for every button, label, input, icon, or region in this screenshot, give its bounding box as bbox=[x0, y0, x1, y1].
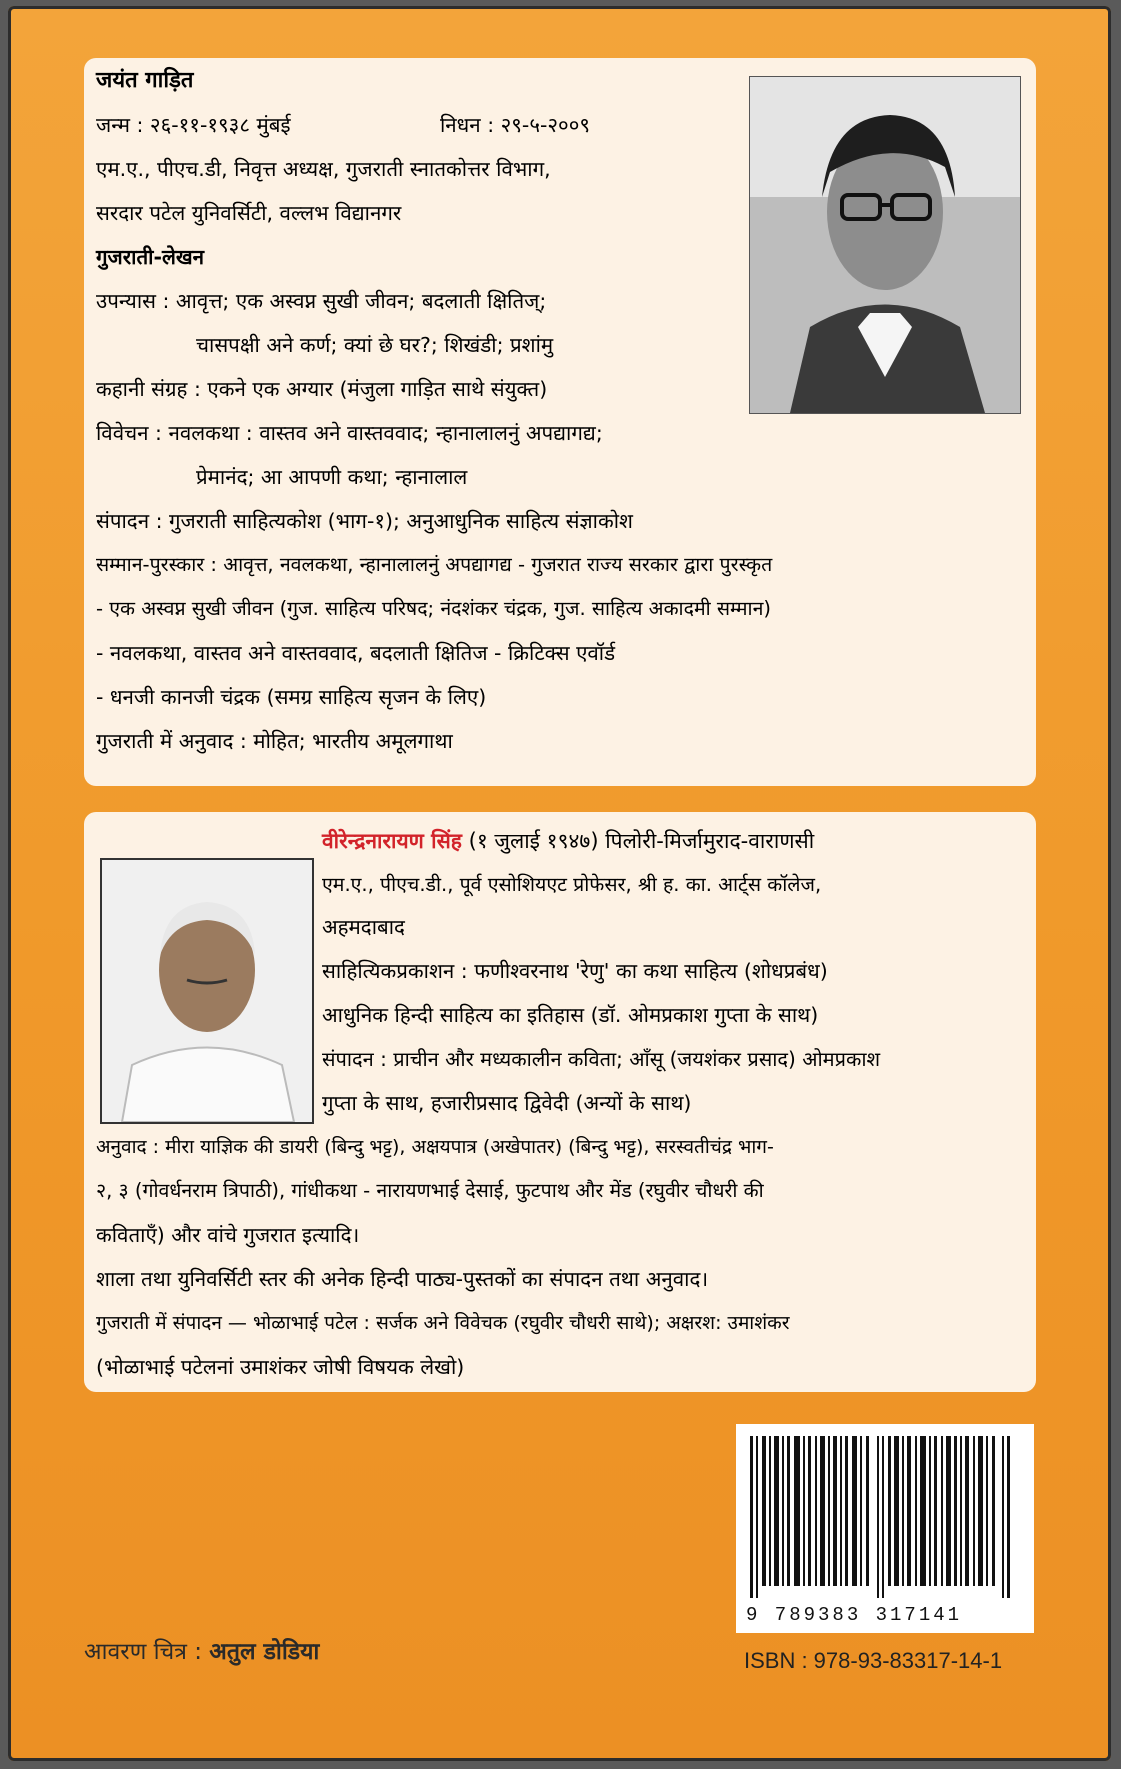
author2-publication-line2: आधुनिक हिन्दी साहित्य का इतिहास (डॉ. ओमप्रकाश गुप्ता के साथ) bbox=[322, 1003, 819, 1027]
author2-editing-line1: संपादन : प्राचीन और मध्यकालीन कविता; आँसू (जयशंकर प्रसाद) ओमप्रकाश bbox=[322, 1047, 881, 1071]
cover-art-credit bbox=[84, 1634, 319, 1666]
author1-stories: कहानी संग्रह : एकने एक अग्यार (मंजुला गाड़ित साथे संयुक्त) bbox=[96, 377, 548, 401]
author1-criticism-line1: विवेचन : नवलकथा : वास्तव अने वास्तववाद; न्हानालालनुं अपद्यागद्य; bbox=[96, 421, 603, 445]
author1-death: निधन : २९-५-२००९ bbox=[440, 113, 591, 137]
author2-gujarati-editing-line1: गुजराती में संपादन — भोळाभाई पटेल : सर्जक अने विवेचक (रघुवीर चौधरी साथे); अक्षरश: उमाशंकर bbox=[96, 1312, 790, 1334]
author2-gujarati-editing-line2: (भोळाभाई पटेलनां उमाशंकर जोषी विषयक लेखो) bbox=[96, 1355, 465, 1379]
isbn-number: ISBN : 978-93-83317-14-1 bbox=[744, 1648, 1003, 1673]
author1-criticism-line2: प्रेमानंद; आ आपणी कथा; न्हानालाल bbox=[196, 465, 468, 489]
author1-translation: गुजराती में अनुवाद : मोहित; भारतीय अमूलगाथा bbox=[96, 729, 453, 753]
author2-translation-line2: २, ३ (गोवर्धनराम त्रिपाठी), गांधीकथा - नारायणभाई देसाई, फुटपाथ और मेंड (रघुवीर चौधरी की bbox=[96, 1179, 764, 1202]
author1-qualification-line1: एम.ए., पीएच.डी, निवृत्त अध्यक्ष, गुजराती स्नातकोत्तर विभाग, bbox=[96, 157, 551, 181]
author2-portrait-icon bbox=[102, 860, 312, 1122]
author1-section-heading: गुजराती-लेखन bbox=[96, 245, 204, 269]
author2-school-books: शाला तथा युनिवर्सिटी स्तर की अनेक हिन्दी पाठ्य-पुस्तकों का संपादन तथा अनुवाद। bbox=[96, 1267, 709, 1291]
author1-name: जयंत गाड़ित bbox=[96, 68, 194, 93]
barcode bbox=[736, 1424, 1034, 1633]
author1-awards-line3: - नवलकथा, वास्तव अने वास्तववाद, बदलाती क्षितिज - क्रिटिक्स एवॉर्ड bbox=[96, 641, 616, 665]
author1-awards-line4: - धनजी कानजी चंद्रक (समग्र साहित्य सृजन के लिए) bbox=[96, 685, 487, 709]
book-back-cover bbox=[8, 6, 1111, 1761]
author1-awards-line2: - एक अस्वप्न सुखी जीवन (गुज. साहित्य परिषद; नंदशंकर चंद्रक, गुज. साहित्य अकादमी सम्मान) bbox=[96, 597, 772, 620]
author2-qualification-line1: एम.ए., पीएच.डी., पूर्व एसोशियएट प्रोफेसर, श्री ह. का. आर्ट्स कॉलेज, bbox=[322, 873, 822, 896]
author2-editing-line2: गुप्ता के साथ, हजारीप्रसाद द्विवेदी (अन्यों के साथ) bbox=[322, 1091, 692, 1115]
author2-publication-line1: साहित्यिकप्रकाशन : फणीश्वरनाथ 'रेणु' का कथा साहित्य (शोधप्रबंध) bbox=[322, 959, 828, 983]
author2-name: वीरेन्द्रनारायण सिंह bbox=[322, 829, 462, 853]
author1-novels-line2: चासपक्षी अने कर्ण; क्यां छे घर?; शिखंडी; प्रशांमु bbox=[196, 333, 554, 357]
author2-photo bbox=[100, 858, 314, 1124]
author1-portrait-icon bbox=[750, 77, 1020, 413]
author1-awards-line1: सम्मान-पुरस्कार : आवृत्त, नवलकथा, न्हानालालनुं अपद्यागद्य - गुजरात राज्य सरकार द्वारा पुरस्कृत bbox=[96, 553, 773, 576]
author2-qualification-line2: अहमदाबाद bbox=[322, 915, 405, 939]
author2-birth: (१ जुलाई १९४७) पिलोरी-मिर्जामुराद-वाराणसी bbox=[468, 829, 815, 853]
author2-header bbox=[322, 826, 814, 856]
author1-editing: संपादन : गुजराती साहित्यकोश (भाग-१); अनुआधुनिक साहित्य संज्ञाकोश bbox=[96, 509, 633, 533]
cover-artist-name: अतुल डोडिया bbox=[209, 1639, 320, 1665]
author2-translation-line1: अनुवाद : मीरा याज्ञिक की डायरी (बिन्दु भट्ट), अक्षयपात्र (अखेपातर) (बिन्दु भट्ट), सरस्वतीचंद्र भाग- bbox=[96, 1136, 774, 1158]
author1-photo bbox=[749, 76, 1021, 414]
author1-qualification-line2: सरदार पटेल युनिवर्सिटी, वल्लभ विद्यानगर bbox=[96, 201, 402, 225]
cover-art-label: आवरण चित्र : bbox=[84, 1639, 202, 1665]
author1-birth: जन्म : २६-११-१९३८ मुंबई bbox=[96, 113, 291, 137]
barcode-digits: 9 789383 317141 bbox=[746, 1604, 963, 1626]
author1-novels-line1: उपन्यास : आवृत्त; एक अस्वप्न सुखी जीवन; बदलाती क्षितिज्; bbox=[96, 289, 547, 313]
author2-translation-line3: कविताएँ) और वांचे गुजरात इत्यादि। bbox=[96, 1223, 360, 1247]
barcode-bars-icon bbox=[736, 1424, 1034, 1602]
